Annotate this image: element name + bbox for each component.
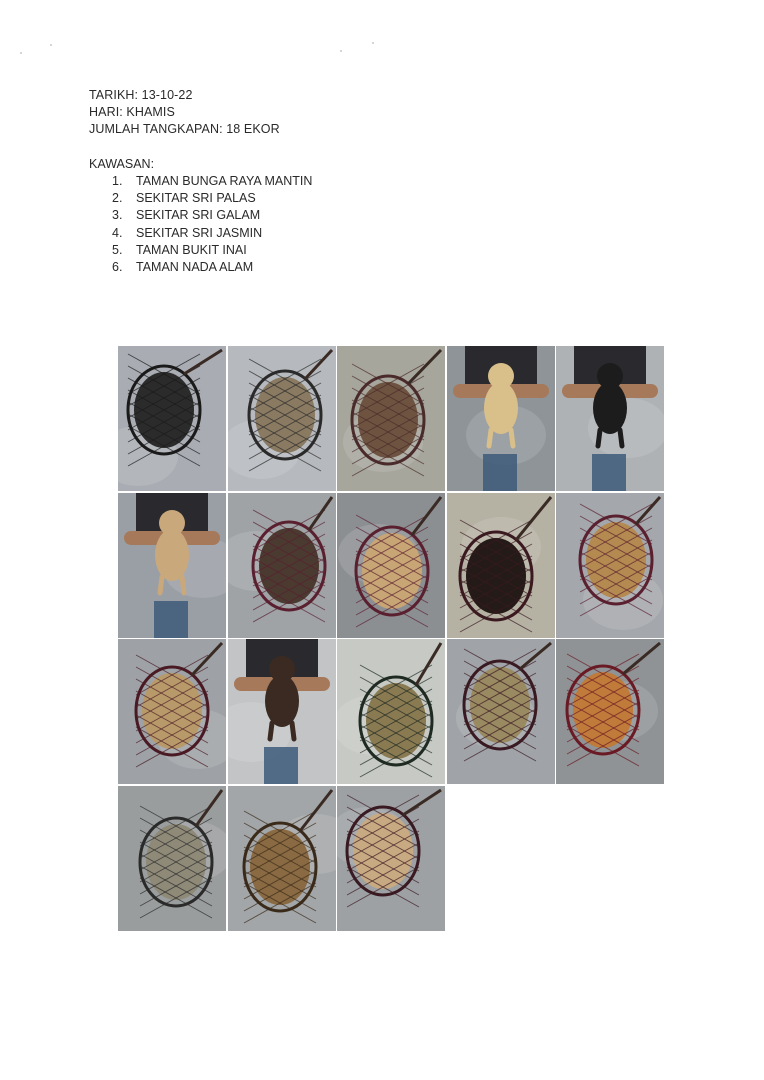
catch-photo	[556, 639, 664, 784]
area-number: 3.	[112, 208, 123, 223]
catch-photo	[228, 786, 336, 931]
photo-illustration	[228, 493, 336, 638]
report-header	[89, 87, 280, 139]
photo-illustration	[337, 639, 445, 784]
photo-illustration	[337, 786, 445, 931]
catch-photo	[447, 639, 555, 784]
areas-list	[112, 173, 312, 276]
photo-illustration	[228, 786, 336, 931]
catch-photo	[556, 346, 664, 491]
photo-illustration	[556, 346, 664, 491]
scan-speck	[50, 44, 52, 46]
area-item	[112, 207, 312, 224]
area-name: SEKITAR SRI GALAM	[136, 208, 261, 223]
area-item	[112, 242, 312, 259]
area-number: 1.	[112, 174, 123, 188]
catch-photo	[228, 493, 336, 638]
areas-heading: KAWASAN:	[89, 157, 155, 171]
catch-photo	[118, 786, 226, 931]
area-name: TAMAN BUKIT INAI	[136, 242, 247, 257]
catch-photo	[228, 639, 336, 784]
area-name: TAMAN NADA ALAM	[136, 260, 254, 275]
area-name: SEKITAR SRI PALAS	[136, 191, 256, 206]
area-number: 5.	[112, 242, 123, 257]
day-line: HARI: KHAMIS	[89, 105, 175, 120]
catch-photo	[118, 346, 226, 491]
photo-illustration	[556, 639, 664, 784]
photo-illustration	[118, 786, 226, 931]
catch-photo	[337, 786, 445, 931]
area-name: TAMAN BUNGA RAYA MANTIN	[136, 174, 313, 188]
catch-photo	[447, 493, 555, 638]
photo-illustration	[447, 493, 555, 638]
date-line: TARIKH: 13-10-22	[89, 88, 193, 102]
area-item	[112, 190, 312, 207]
photo-illustration	[556, 493, 664, 638]
catch-photo	[228, 346, 336, 491]
area-number: 4.	[112, 225, 123, 240]
photo-illustration	[118, 346, 226, 491]
photo-illustration	[118, 639, 226, 784]
catch-photo	[118, 493, 226, 638]
scan-speck	[372, 42, 374, 44]
total-catch-line: JUMLAH TANGKAPAN: 18 EKOR	[89, 122, 280, 137]
photo-illustration	[118, 493, 226, 638]
catch-photo	[337, 346, 445, 491]
area-number: 6.	[112, 260, 123, 275]
scan-speck	[20, 52, 22, 54]
catch-photo	[337, 493, 445, 638]
catch-photo	[118, 639, 226, 784]
area-number: 2.	[112, 191, 123, 206]
photo-illustration	[337, 493, 445, 638]
scan-speck	[340, 50, 342, 52]
photo-illustration	[447, 346, 555, 491]
catch-photo	[337, 639, 445, 784]
area-item	[112, 225, 312, 242]
catch-photo	[556, 493, 664, 638]
area-name: SEKITAR SRI JASMIN	[136, 225, 263, 240]
photo-illustration	[447, 639, 555, 784]
photo-illustration	[228, 639, 336, 784]
photo-illustration	[337, 346, 445, 491]
area-item	[112, 259, 312, 276]
photo-grid	[118, 346, 664, 932]
area-item	[112, 173, 312, 190]
catch-photo	[447, 346, 555, 491]
photo-illustration	[228, 346, 336, 491]
